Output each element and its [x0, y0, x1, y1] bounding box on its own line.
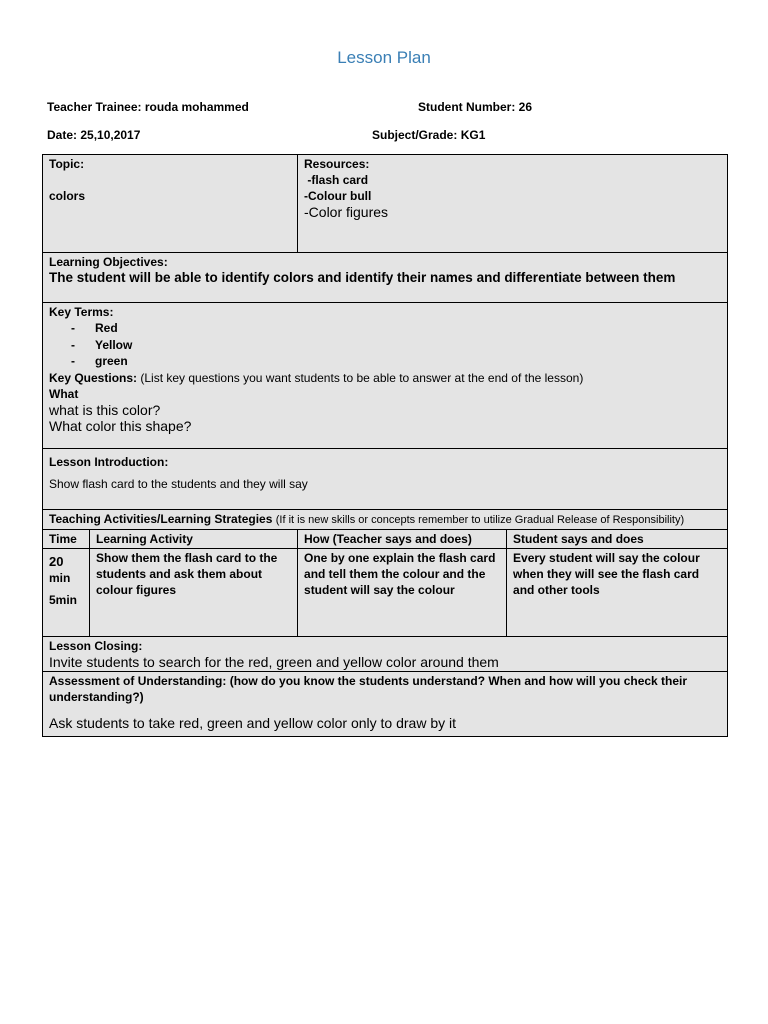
resource-item: -flash card — [304, 173, 369, 187]
closing-row — [43, 637, 728, 672]
teaching-label: Teaching Activities/Learning Strategies — [49, 512, 273, 526]
key-terms-row — [43, 303, 728, 449]
assessment-label: Assessment of Understanding: (how do you know the students understand? When and how will you check their understanding?) — [49, 674, 688, 704]
introduction-row — [43, 449, 728, 510]
resource-item: -Color figures — [304, 204, 389, 220]
objectives-cell — [43, 253, 728, 303]
assessment-text: Ask students to take red, green and yellow color only to draw by it — [49, 715, 456, 731]
time-cell — [43, 549, 90, 637]
teacher-trainee: Teacher Trainee: rouda mohammed — [47, 100, 249, 114]
key-question-item: What color this shape? — [49, 417, 192, 434]
time-value: 20 — [49, 554, 64, 569]
col-how: How (Teacher says and does) — [298, 530, 507, 549]
lesson-date: Date: 25,10,2017 — [47, 128, 141, 142]
key-terms-label: Key Terms: — [49, 305, 114, 319]
how-cell: One by one explain the flash card and tell them the colour and the student will say the colour — [298, 549, 507, 637]
col-student: Student says and does — [507, 530, 728, 549]
key-questions-hint: (List key questions you want students to be able to answer at the end of the lesson) — [140, 370, 584, 385]
student-cell: Every student will say the colour when they will see the flash card and other tools — [507, 549, 728, 637]
key-questions-label: Key Questions: — [49, 370, 138, 385]
closing-text: Invite students to search for the red, green and yellow color around them — [49, 654, 499, 670]
topic-value: colors — [49, 189, 86, 203]
key-terms-cell — [43, 303, 728, 449]
learning-activity-cell: Show them the flash card to the students and ask them about colour figures — [90, 549, 298, 637]
key-term-item: - Red — [71, 320, 721, 337]
assessment-cell — [43, 672, 728, 737]
closing-label: Lesson Closing: — [49, 639, 143, 653]
teaching-columns-row — [43, 530, 728, 549]
col-learning-activity: Learning Activity — [90, 530, 298, 549]
resources-label: Resources: — [304, 157, 370, 171]
page-title: Lesson Plan — [337, 48, 431, 67]
teaching-heading-row — [43, 510, 728, 530]
objectives-row — [43, 253, 728, 303]
key-terms-list — [49, 320, 721, 370]
col-time: Time — [43, 530, 90, 549]
topic-row — [43, 155, 728, 253]
key-questions-what: What — [49, 386, 79, 401]
objectives-text: The student will be able to identify colors and identify their names and differentiate between them — [49, 270, 676, 285]
introduction-text: Show flash card to the students and they will say — [49, 477, 308, 491]
subject-grade: Subject/Grade: KG1 — [372, 128, 486, 142]
objectives-label: Learning Objectives: — [49, 255, 168, 269]
key-term-item: - green — [71, 353, 721, 370]
time-unit: min — [49, 571, 71, 585]
time-value-2: 5min — [49, 593, 78, 607]
assessment-row — [43, 672, 728, 737]
teaching-heading-cell — [43, 510, 728, 530]
resource-item: -Colour bull — [304, 189, 372, 203]
teaching-hint: (If it is new skills or concepts remember to utilize Gradual Release of Responsibility) — [275, 514, 685, 526]
lesson-plan-table — [42, 154, 728, 737]
introduction-cell — [43, 449, 728, 510]
topic-label: Topic: — [49, 157, 85, 171]
closing-cell — [43, 637, 728, 672]
key-term-item: - Yellow — [71, 337, 721, 354]
key-question-item: what is this color? — [49, 401, 161, 418]
topic-cell — [43, 155, 298, 253]
introduction-label: Lesson Introduction: — [49, 455, 169, 469]
teaching-content-row — [43, 549, 728, 637]
resources-cell — [298, 155, 728, 253]
student-number: Student Number: 26 — [418, 100, 533, 114]
